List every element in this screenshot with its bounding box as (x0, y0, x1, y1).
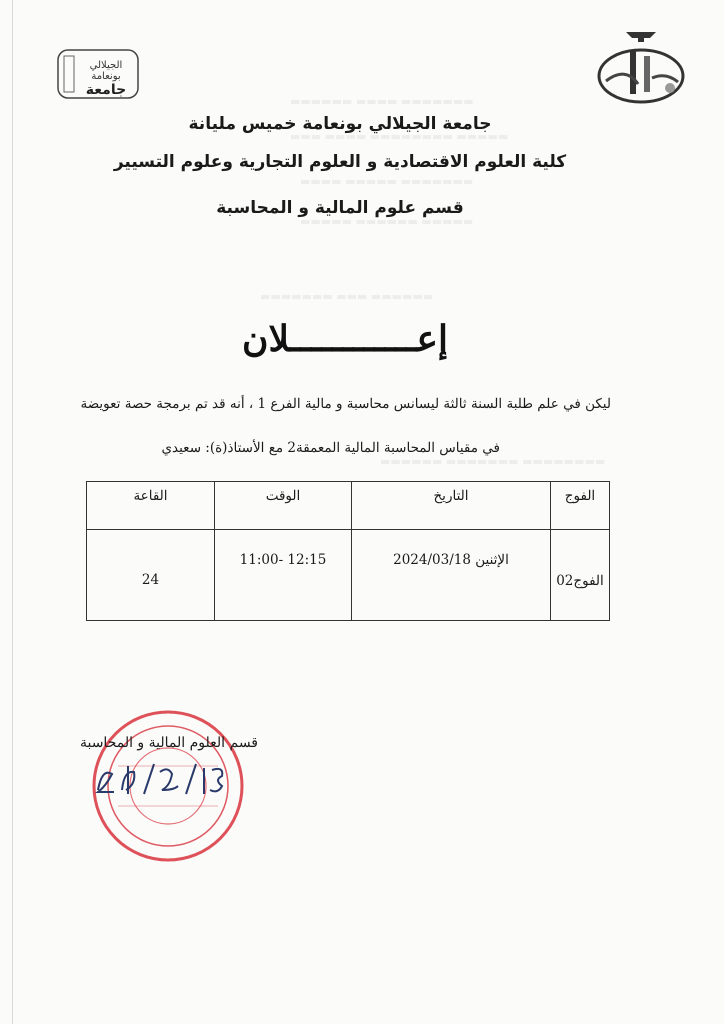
column-header-time: الوقت (215, 482, 352, 530)
university-logo-left (56, 46, 140, 102)
column-header-room: القاعة (87, 482, 215, 530)
faculty-name: كلية العلوم الاقتصادية و العلوم التجارية وعلوم التسيير (113, 152, 567, 172)
cell-room: 24 (87, 530, 215, 621)
cell-date: الإثنين 2024/03/18 (352, 530, 551, 621)
svg-text:بونعامة: بونعامة (91, 71, 121, 82)
svg-text:جامعة: جامعة (85, 82, 127, 98)
cell-time: 12:15 -11:00 (215, 530, 352, 621)
announcement-line-2: في مقياس المحاسبة المالية المعمقة2 مع الأستاذ(ة): سعيدي (161, 440, 500, 456)
table-row (87, 530, 610, 621)
bleed-through: ▬▬▬▬▬▬ ▬▬▬ ▬▬▬▬▬▬▬ (260, 290, 434, 303)
department-name: قسم علوم المالية و المحاسبة (216, 198, 464, 218)
column-header-group: الفوج (551, 482, 610, 530)
bleed-through: ▬▬▬▬▬▬▬ ▬▬▬▬▬ ▬▬▬▬ (300, 175, 474, 188)
announcement-line-1: ليكن في علم طلبة السنة ثالثة ليسانس محاسبة و مالية الفرع 1 ، أنه قد تم برمجة حصة تعويضة (80, 396, 611, 412)
bleed-through: ▬▬▬▬▬▬▬ ▬▬▬▬ ▬▬▬▬▬▬ (290, 95, 474, 108)
scan-edge (12, 0, 13, 1024)
bleed-through: ▬▬▬▬▬▬▬▬ ▬▬▬▬▬▬▬ ▬▬▬▬▬▬ (380, 455, 606, 468)
announcement-title: إعــــــــــــلان (242, 318, 448, 360)
svg-text:الجيلالي: الجيلالي (89, 60, 123, 71)
university-name: جامعة الجيلالي بونعامة خميس مليانة (188, 114, 492, 134)
table-header-row (87, 482, 610, 530)
bleed-through: ▬▬▬▬▬ ▬▬▬▬▬▬ ▬▬▬▬▬ (300, 215, 474, 228)
cell-group: الفوج02 (551, 530, 610, 621)
department-signature-label: قسم العلوم المالية و المحاسبة (79, 735, 258, 751)
faculty-logo-right (586, 26, 696, 106)
column-header-date: التاريخ (352, 482, 551, 530)
handwritten-date (92, 760, 232, 800)
bleed-through: ▬▬▬▬▬ ▬▬▬▬▬▬▬▬ ▬▬▬▬ ▬▬▬ (290, 130, 509, 143)
schedule-table (86, 481, 610, 621)
